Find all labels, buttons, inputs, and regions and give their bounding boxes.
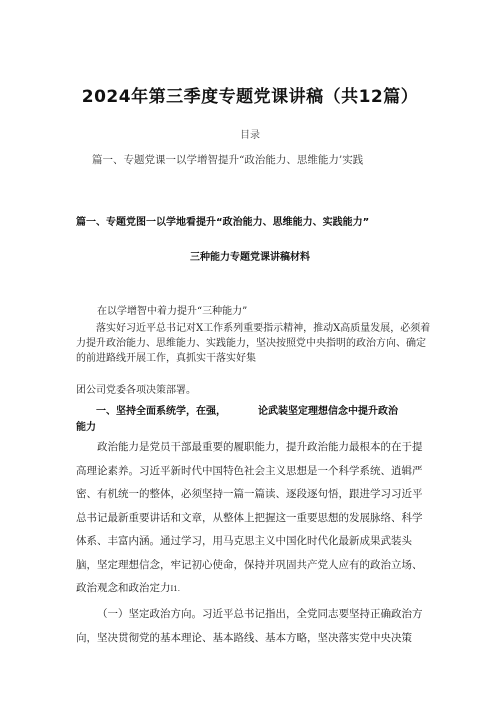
- document-title: 2024年第三季度专题党课讲稿（共12篇）: [81, 87, 419, 107]
- heading-one-part-c: 能力: [76, 422, 96, 433]
- section-heading: 篇一、专题党图一以学地看提升“政治能力、思维能力、实践能力”: [76, 217, 370, 228]
- section-subtitle: 三种能力专题党课讲稿材料: [190, 252, 310, 263]
- intro-paragraph-tail: 团公司党委各项决策部署。: [76, 385, 196, 396]
- intro-paragraph: 落实好习近平总书记对X工作系列重要指示精神，推动X高质量发展，必须着力提升政治能力、思维能力、实践能力，坚决按照党中央指明的政治方向、确定的前进路线开展工作，真抓实干落实好集: [76, 323, 431, 364]
- footnote-mark: I1.: [170, 585, 180, 593]
- heading-one-part-a: 一、坚持全面系统学，在强，: [96, 406, 226, 417]
- toc-heading: 目录: [240, 130, 260, 141]
- body-paragraph-1: [76, 436, 432, 602]
- body-paragraph-1-text: 政治能力是党员干部最重要的履职能力，提升政治能力最根本的在于提高理论素养。习近平新时代中国特色社会主义思想是一个科学系统、逍辑严密、有机统一的整体，必须坚持一篇一篇读、逐段逐句悟，跟进学习习近平总书记最新重要讲话和文章，从整体上把握这一重要思想的发展脉络、科学体系、丰富内涵。通过学习，用马克思主义中国化时代化最新成果武装头脑，坚定理想信念，牢记初心使命，保持并巩固共产党人应有的政治立场、政治观念和政治定力: [76, 441, 423, 594]
- toc-item[interactable]: 篇一、专题党课一以学增智提升“政治能力、思维能力’实践: [92, 154, 364, 166]
- body-paragraph-2: （一）坚定政治方向。习近平总书记指出，全党同志要坚持正确政治方向，坚决贯彻党的基本理论、基本路线、基本方略，坚决落实党中央决策: [76, 608, 423, 644]
- lead-line: 在以学增智中着力提升“三种能力”: [97, 306, 248, 317]
- heading-one-part-b: 论武装坚定理想信念中提升政治: [258, 406, 398, 417]
